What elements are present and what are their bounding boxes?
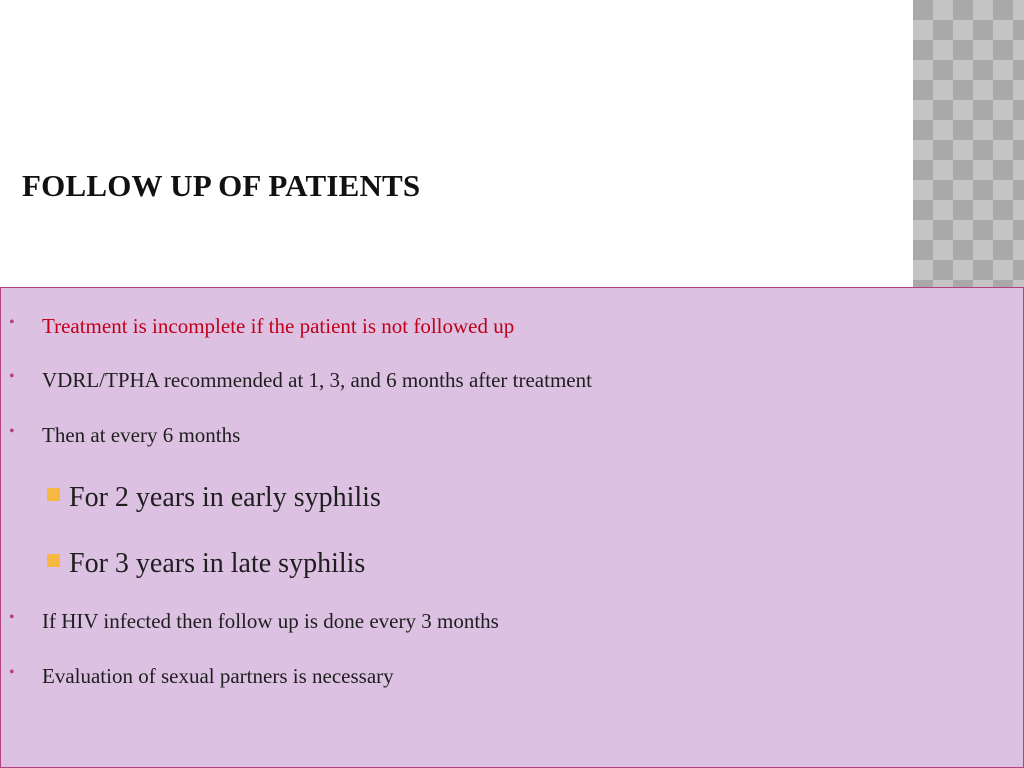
content-box bbox=[0, 287, 1024, 768]
bullet-dot-icon: • bbox=[9, 609, 15, 626]
slide-title: FOLLOW UP OF PATIENTS bbox=[22, 168, 421, 203]
bullet-dot-icon: • bbox=[9, 664, 15, 681]
sub-bullet-text: For 3 years in late syphilis bbox=[69, 548, 366, 579]
bullet-text: If HIV infected then follow up is done every 3 months bbox=[42, 609, 499, 633]
decorative-pattern bbox=[913, 0, 1024, 287]
bullet-dot-icon: • bbox=[9, 368, 15, 385]
sub-bullet-text: For 2 years in early syphilis bbox=[69, 482, 381, 513]
bullet-text: Treatment is incomplete if the patient is not followed up bbox=[42, 314, 515, 338]
bullet-dot-icon: • bbox=[9, 314, 15, 331]
bullet-text: Evaluation of sexual partners is necessary bbox=[42, 664, 394, 688]
bullet-text: VDRL/TPHA recommended at 1, 3, and 6 months after treatment bbox=[42, 368, 592, 392]
bullet-dot-icon: • bbox=[9, 423, 15, 440]
square-bullet-icon bbox=[47, 488, 60, 501]
bullet-text: Then at every 6 months bbox=[42, 423, 241, 447]
square-bullet-icon bbox=[47, 554, 60, 567]
